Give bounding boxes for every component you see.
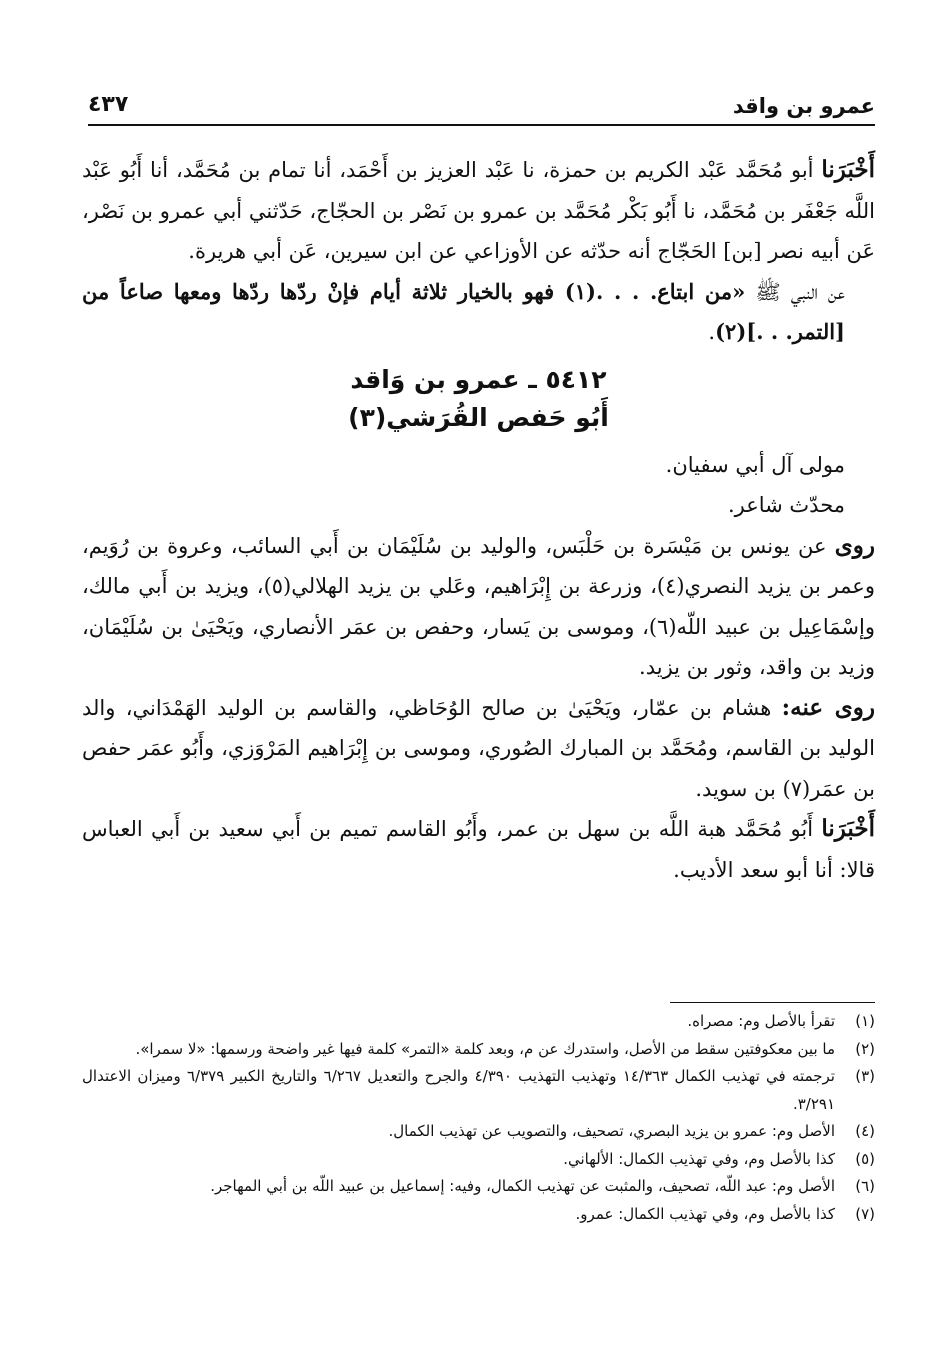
footnote-text: الأصل وم: عبد اللّه، تصحيف، والمثبت عن تهذيب الكمال، وفيه: إسماعيل بن عبيد اللّه بن أبي المهاجر. [210,1177,835,1195]
paragraph-riwaya [82,526,875,688]
footnote [82,1063,875,1118]
page-number: ٤٣٧ [88,92,129,117]
paragraph-mawla: مولى آل أبي سفيان. [665,452,845,477]
paragraph-text: عن النبي ﷺ [755,279,846,304]
paragraph-lead-word: روى [834,531,875,559]
footnote-text: ما بين معكوفتين سقط من الأصل، واستدرك عن م، وبعد كلمة «التمر» كلمة فيها غير واضحة ورسمها: «لا سمرا». [135,1039,835,1058]
footnote-text: ترجمته في تهذيب الكمال ١٤/٣٦٣ وتهذيب التهذيب ٤/٣٩٠ والجرح والتعديل ٦/٢٦٧ والتاريخ الكبير ٦/٣٧٩ وميزان الاعتدال ٣/٢٩١. [82,1067,835,1113]
hadith-text: «من ابتاع. . . .(١) فهو بالخيار ثلاثة أيام فإنْ ردّها ردّها ومعها صاعاً من [التمر. . .](٢) [82,278,845,344]
running-title: عمرو بن واقد [732,94,875,118]
footnote [82,1036,875,1064]
paragraph-isnad-2 [82,809,875,890]
footnote-separator [670,1002,875,1003]
page-header [88,92,875,126]
main-text [82,150,875,890]
paragraph-hadith [82,272,875,353]
paragraph-muhaddith: محدّث شاعر. [727,493,845,517]
footnote-number: (١) [855,1012,875,1030]
paragraph-text: أبو مُحَمَّد عَبْد الكريم بن حمزة، نا عَبْد العزيز بن أَحْمَد، أنا تمام بن مُحَمَّد، أنا أَبُو عَبْد اللَّه جَعْفَر بن مُحَمَّد، نا أَبُو بَكْر مُحَمَّد بن عمرو بن نَصْر بن الحجّاج، حَدّثني أبي عمرو بن نَصْر، عَن أبيه نصر [بن] الحَجّاج أنه حدّثه عن الأوزاعي عن ابن سيرين، عَن أبي هريرة. [82,158,875,263]
paragraph-text: عن يونس بن مَيْسَرة بن حَلْبَس، والوليد بن سُلَيْمَان بن أَبي السائب، وعروة بن رُوَيم، وعمر بن يزيد النصري(٤)، وزرعة بن إِبْرَاهيم، وعَلي بن يزيد الهلالي(٥)، ويزيد بن أَبي مالك، وإسْمَاعِيل بن عبيد اللّه(٦)، وموسى بن يَسار، وحفص بن عمَر الأنصاري، ويَحْيَىٰ بن سُلَيْمَان، وزيد بن واقد، وثور بن يزيد. [82,533,875,679]
footnote-text: الأصل وم: عمرو بن يزيد البصري، تصحيف، والتصويب عن تهذيب الكمال. [388,1122,835,1140]
paragraph-rawa-anhu [82,688,875,810]
paragraph-lead-word: روى عنه: [781,693,875,721]
footnote-number: (٧) [855,1204,875,1223]
paragraph-end: . [708,320,716,344]
paragraph-text: هشام بن عمّار، ويَحْيَىٰ بن صالح الوُحَاظي، والقاسم بن الوليد الهَمْدَاني، والد الوليد بن القاسم، ومُحَمَّد بن المبارك الصُوري، وموسى بن إِبْرَاهيم المَرْوَزي، وأَبُو عمَر حفص بن عمَر(٧) بن سويد. [82,695,875,801]
footnote [82,1173,875,1201]
footnote [82,1201,875,1229]
footnote [82,1118,875,1146]
footnote-text: كذا بالأصل وم، وفي تهذيب الكمال: الألهاني. [563,1149,835,1168]
footnote-number: (٦) [855,1177,875,1195]
footnote-text: تقرأ بالأصل وم: مصراه. [687,1012,835,1030]
entry-title: ٥٤١٢ ـ عمرو بن وَاقد [350,364,607,394]
footnote-number: (٣) [855,1067,875,1085]
footnote-text: كذا بالأصل وم، وفي تهذيب الكمال: عمرو. [575,1204,835,1223]
footnote [82,1008,875,1036]
paragraph-lead-word: أَخْبَرَنا [821,156,875,183]
paragraph-text: أَبُو مُحَمَّد هبة اللَّه بن سهل بن عمر، وأَبُو القاسم تميم بن أَبي سعيد بن أَبي العباس قالا: أنا أبو سعد الأديب. [82,817,875,882]
paragraph-lead-word: أَخْبَرَنا [821,815,875,842]
footnote-number: (٥) [855,1149,875,1168]
paragraph-isnad-1 [82,150,875,272]
entry-subtitle: أَبُو حَفص القُرَشي(٣) [348,402,609,432]
footnote-number: (٢) [855,1039,875,1058]
footnote-number: (٤) [855,1122,875,1140]
footnote [82,1146,875,1174]
footnotes [82,1008,875,1228]
